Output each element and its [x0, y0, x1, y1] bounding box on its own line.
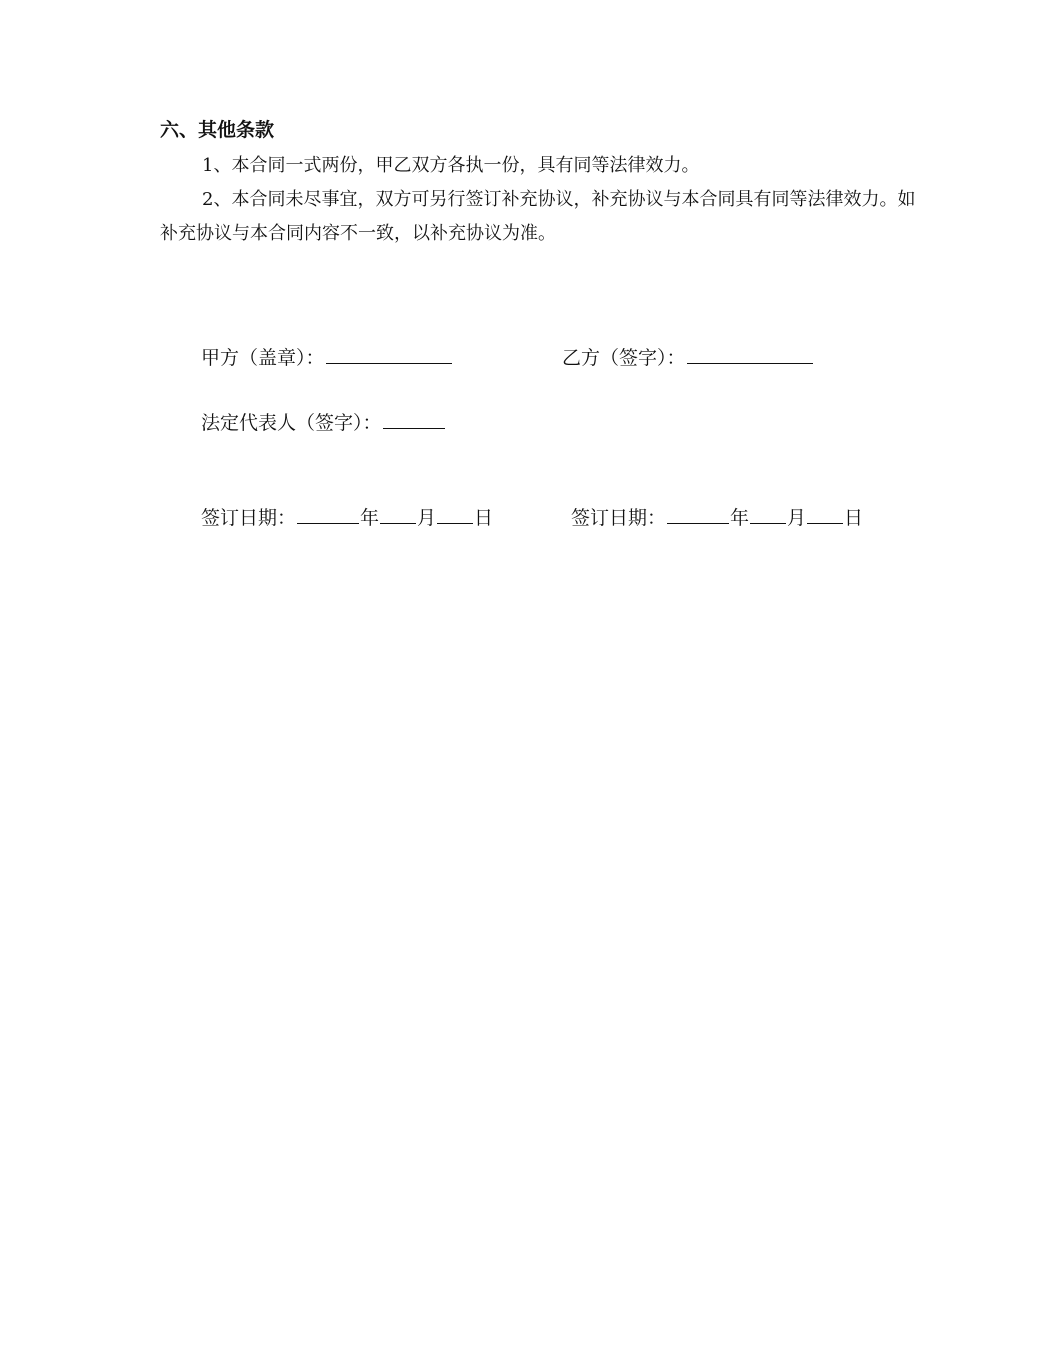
- legal-rep-blank: [383, 410, 445, 429]
- date-a-month: 月: [417, 507, 437, 529]
- party-b-blank: [687, 345, 813, 364]
- date-b-month: 月: [787, 507, 807, 529]
- date-a-day: 日: [474, 507, 494, 529]
- date-b-month-blank: [750, 505, 786, 524]
- date-b-line: [571, 504, 863, 532]
- date-a-day-blank: [437, 505, 473, 524]
- date-b-day: 日: [844, 507, 864, 529]
- date-a-year: 年: [360, 507, 380, 529]
- date-b-label: 签订日期：: [571, 507, 667, 529]
- party-a-blank: [326, 345, 452, 364]
- party-a-label: 甲方（盖章）：: [201, 347, 325, 369]
- party-b-signature-line: [562, 344, 814, 372]
- date-b-year: 年: [730, 507, 750, 529]
- party-b-label: 乙方（签字）：: [562, 347, 686, 369]
- date-b-year-blank: [667, 505, 729, 524]
- legal-rep-label: 法定代表人（签字）：: [201, 412, 382, 434]
- party-a-signature-line: [201, 344, 453, 372]
- date-a-year-blank: [297, 505, 359, 524]
- date-a-label: 签订日期：: [201, 507, 297, 529]
- clause-2: 2、本合同未尽事宜，双方可另行签订补充协议，补充协议与本合同具有同等法律效力。如补充协议与本合同内容不一致，以补充协议为准。: [160, 189, 916, 244]
- date-a-month-blank: [380, 505, 416, 524]
- date-a-line: [201, 504, 493, 532]
- legal-rep-signature-line: [201, 409, 446, 437]
- section-heading: 六、其他条款: [160, 119, 275, 141]
- date-b-day-blank: [807, 505, 843, 524]
- clause-1: 1、本合同一式两份，甲乙双方各执一份，具有同等法律效力。: [202, 155, 700, 176]
